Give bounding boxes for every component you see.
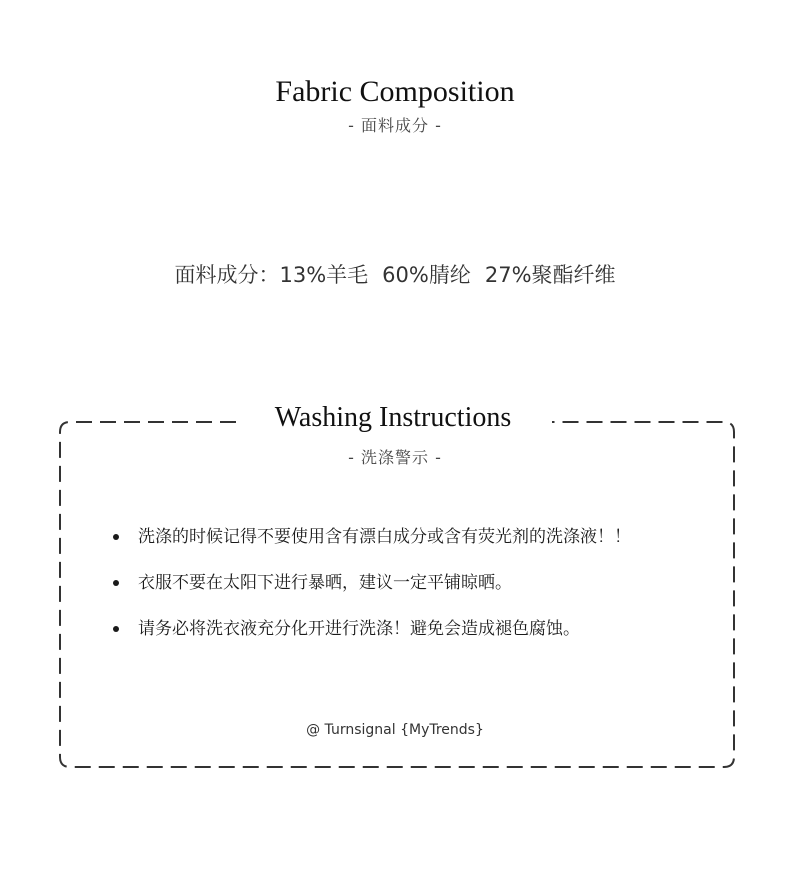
washing-instructions-title: Washing Instructions bbox=[243, 400, 543, 436]
washing-instructions-subtitle: - 洗涤警示 - bbox=[348, 448, 442, 467]
instruction-text: 衣服不要在太阳下进行暴晒，建议一定平铺晾晒。 bbox=[138, 573, 512, 593]
list-item bbox=[108, 523, 708, 569]
instruction-text: 请务必将洗衣液充分化开进行洗涤！避免会造成褪色腐蚀。 bbox=[138, 619, 580, 639]
composition-item-polyester: 27%聚酯纤维 bbox=[484, 263, 616, 287]
fabric-composition-title: Fabric Composition bbox=[275, 75, 515, 108]
instruction-text: 洗涤的时候记得不要使用含有漂白成分或含有荧光剂的洗涤液！！ bbox=[138, 527, 631, 547]
composition-prefix: 面料成分： bbox=[174, 263, 280, 287]
bullet-icon bbox=[113, 580, 119, 586]
instruction-list bbox=[108, 523, 708, 661]
fabric-composition-subtitle: - 面料成分 - bbox=[348, 116, 442, 135]
bullet-icon bbox=[113, 534, 119, 540]
list-item bbox=[108, 615, 708, 661]
composition-item-acrylic: 60%腈纶 bbox=[382, 263, 471, 287]
list-item bbox=[108, 569, 708, 615]
brand-signature: @ Turnsignal {MyTrends} bbox=[306, 722, 484, 738]
bullet-icon bbox=[113, 626, 119, 632]
composition-item-wool: 13%羊毛 bbox=[279, 263, 369, 287]
